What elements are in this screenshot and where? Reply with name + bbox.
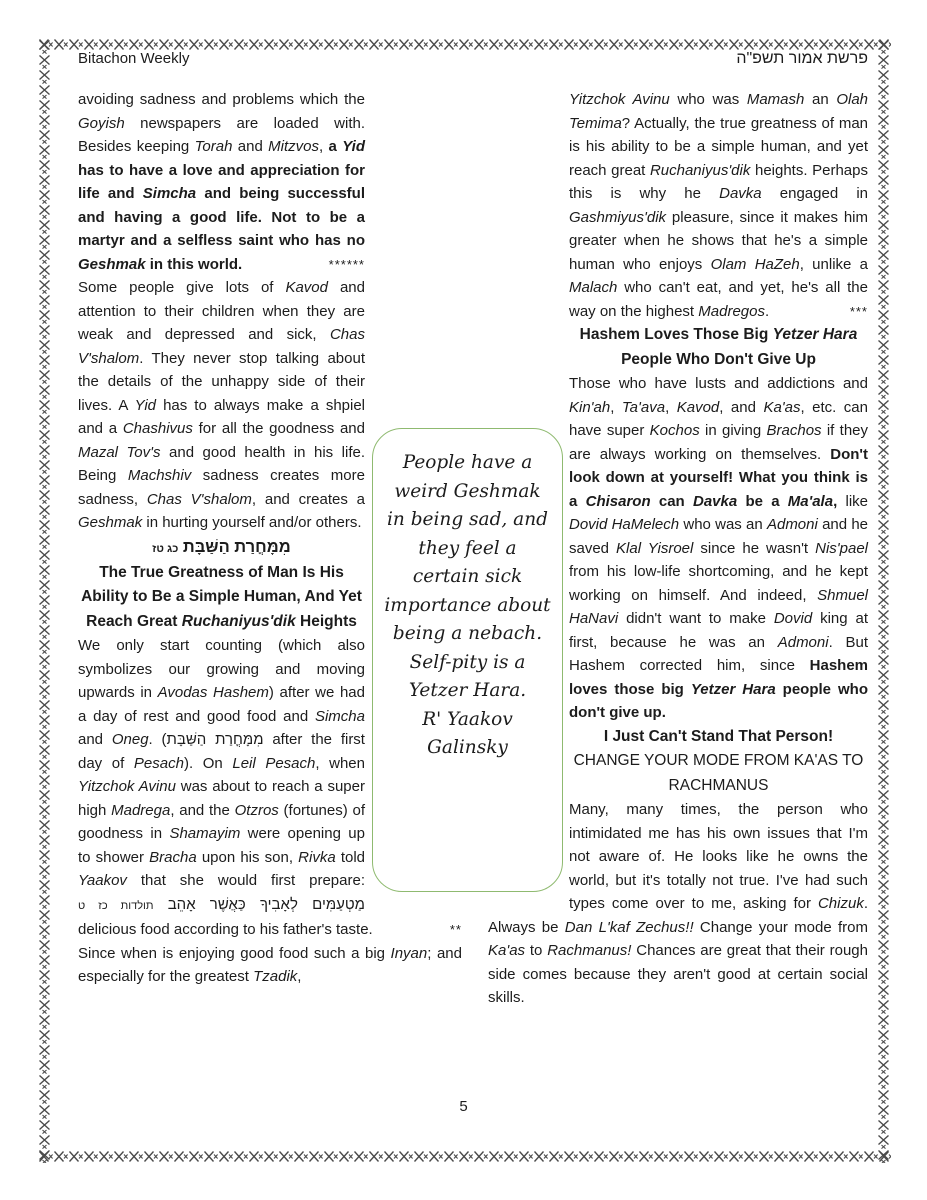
paragraph-avoiding-sadness: avoiding sadness and problems which the Goyish newspapers are loaded with. Besides keeping Torah and Mitzvos, a Yid has to have a love and appreciation for life and Simcha and being successful and having a good life. Not to be a martyr and a selfless saint who has no Geshmak in this world. ****** bbox=[78, 91, 365, 273]
page-number: 5 bbox=[459, 1098, 468, 1115]
paragraph-many-times: Many, many times, the person who intimidated me has his own issues that I'm not aware of. He looks like he owns the world, but it's totally not true. I've had such types come over to me, asking for Chizuk. Always be Dan L'kaf Zechus!! Change your mode from Ka'as to Rachmanus! Chances are great that their rough side comes because they aren't good at certain social skills. bbox=[488, 801, 868, 1006]
cross-stitch-border-bottom bbox=[38, 1150, 891, 1163]
heading-change-mode: CHANGE YOUR MODE FROM KA'AS TO RACHMANUS bbox=[573, 752, 864, 794]
quote-text: People have a weird Geshmak in being sad, and they feel a certain sick importance about being a nebach. Self-pity is a Yetzer Hara. bbox=[384, 452, 551, 701]
heading-hebrew-mimochoras: מִמָּחֳרַת הַשַּׁבָּת כג טז bbox=[152, 537, 291, 556]
paragraph-lusts-addictions: Those who have lusts and addictions and Kin'ah, Ta'ava, Kavod, and Ka'as, etc. can have super Kochos in giving Brachos if they are always working on themselves. Don't look down at yourself! What you think is a Chisaron can Davka be a Ma'ala, like Dovid HaMelech who was an Admoni and he saved Klal Yisroel since he wasn't Nis'pael from his low-life shortcoming, and he kept working on himself. And indeed, Shmuel HaNavi didn't want to make Dovid king at first, because he was an Admoni. But Hashem corrected him, since Hashem loves those big Yetzer Hara people who don't give up. bbox=[569, 375, 869, 721]
paragraph-yitzchok-avinu: Yitzchok Avinu who was Mamash an Olah Temima? Actually, the true greatness of man is his ability to be a simple human, and yet reach great Ruchaniyus'dik heights. Perhaps this is why he Davka engaged in Gashmiyus'dik pleasure, since it makes him greater when he shows that he's a simple human who enjoys Olam HaZeh, unlike a Malach who can't eat, and yet, he's all the way on the highest Madregos. *** bbox=[569, 91, 868, 320]
heading-cant-stand: I Just Can't Stand That Person! bbox=[603, 727, 834, 745]
cross-stitch-border-left bbox=[38, 39, 51, 1163]
quote-box bbox=[372, 428, 563, 892]
quote-attribution: R' Yaakov Galinsky bbox=[422, 708, 513, 758]
heading-hashem-loves: Hashem Loves Those Big Yetzer Hara People Who Don't Give Up bbox=[579, 326, 858, 368]
newsletter-title: Bitachon Weekly bbox=[78, 50, 190, 67]
paragraph-kavod-attention: Some people give lots of Kavod and attention to their children when they are weak and depressed and sick, Chas V'shalom. They never stop talking about the details of the unhappy side of their lives. A Yid has to always make a shpiel and a Chashivus for all the goodness and Mazal Tov's and good health in his life. Being Machshiv sadness creates more sadness, Chas V'shalom, and creates a Geshmak in hurting yourself and/or others. bbox=[78, 279, 366, 531]
heading-true-greatness: The True Greatness of Man Is His Ability to Be a Simple Human, And Yet Reach Great Ruchaniyus'dik Heights bbox=[81, 563, 362, 630]
cross-stitch-border-right bbox=[877, 39, 890, 1163]
parsha-date-title: פרשת אמור תשפ"ה bbox=[736, 50, 868, 67]
page-header bbox=[78, 50, 868, 68]
paragraph-counting: We only start counting (which also symbolizes our growing and moving upwards in Avodas Hashem) after we had a day of rest and good food and Simcha and Oneg. (מִמָּחֳרַת הַשַּׁבָּת after the first day of Pesach). On Leil Pesach, when Yitzchok Avinu was about to reach a super high Madrega, and the Otzros (fortunes) of goodness in Shamayim were opening up to shower Bracha upon his son, Rivka told Yaakov that she would first prepare: מַטְעַמִּים לְאָבִיךָ כַּאֲשֶׁר אָהֵב תולדות כז ט delicious food according to his father's taste. ** bbox=[78, 637, 462, 938]
paragraph-since-when: Since when is enjoying good food such a big Inyan; and especially for the greatest Tzadik, bbox=[78, 944, 462, 985]
